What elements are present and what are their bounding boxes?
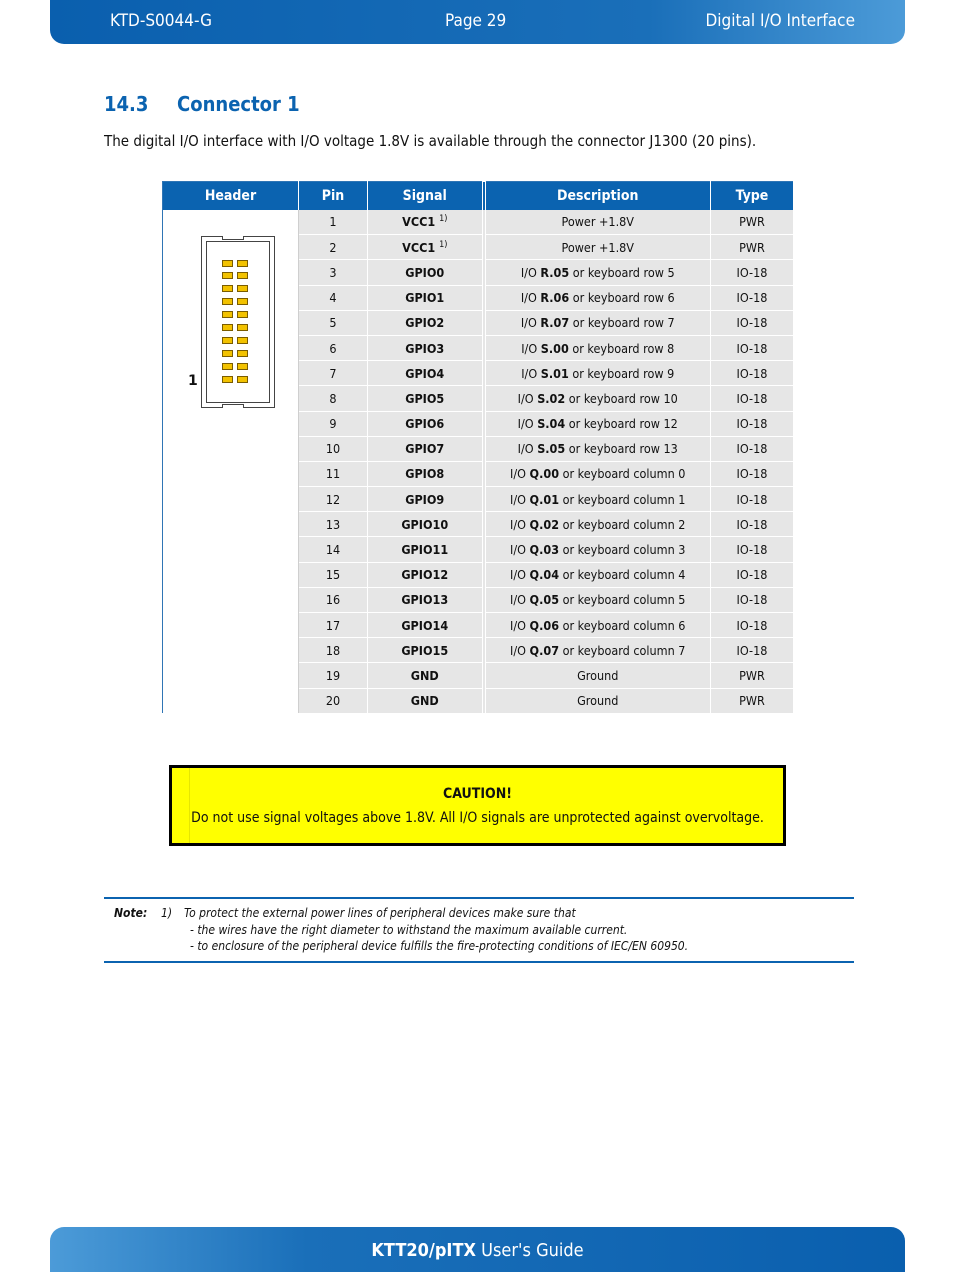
page-header-bar — [50, 0, 905, 44]
description-text: I/O — [521, 365, 541, 381]
description-text: Power +1.8V — [561, 239, 635, 255]
description-column: Description — [484, 182, 711, 210]
connector-pin — [222, 376, 233, 383]
description-suffix: or keyboard row 5 — [569, 264, 675, 280]
pin-number: 8 — [299, 386, 368, 411]
pin-number: 13 — [299, 512, 368, 537]
description-suffix: or keyboard column 0 — [559, 466, 686, 482]
description-suffix: or keyboard row 7 — [569, 315, 675, 331]
note-label: Note: — [114, 906, 148, 920]
connector-pin — [237, 285, 248, 292]
note-line-1: To protect the external power lines of peripheral devices make sure that — [184, 906, 576, 920]
description-text: I/O — [520, 290, 541, 306]
section-number: 14.3 — [104, 92, 149, 116]
connector-notch-top — [222, 236, 244, 240]
signal-type: IO-18 — [711, 562, 794, 587]
signal-type: IO-18 — [711, 411, 794, 436]
signal-type: PWR — [711, 235, 794, 260]
register-name: Q.05 — [529, 592, 560, 608]
description-suffix: or keyboard column 5 — [559, 592, 686, 608]
signal-type: IO-18 — [711, 537, 794, 562]
pin-number: 14 — [299, 537, 368, 562]
signal-cell — [368, 361, 484, 386]
register-name: Q.06 — [529, 617, 560, 633]
description-cell — [484, 260, 711, 285]
note-number: 1) — [161, 906, 173, 920]
signal-type: IO-18 — [711, 260, 794, 285]
connector-pinout-table — [162, 181, 794, 714]
description-text: I/O — [521, 340, 541, 356]
footnote-ref: 1) — [439, 239, 448, 250]
signal-name: GPIO11 — [401, 542, 449, 558]
signal-type: IO-18 — [711, 638, 794, 663]
signal-name: GPIO10 — [401, 516, 449, 532]
signal-type: IO-18 — [711, 361, 794, 386]
pin-number: 4 — [299, 285, 368, 310]
description-cell — [484, 537, 711, 562]
connector-pin — [222, 285, 233, 292]
signal-name: GPIO12 — [401, 567, 449, 583]
signal-cell — [368, 386, 484, 411]
intro-paragraph: The digital I/O interface with I/O voltage 1.8V is available through the connector J1300 (20 pins). — [104, 132, 757, 150]
description-cell — [484, 436, 711, 461]
signal-cell — [368, 537, 484, 562]
caution-divider — [189, 768, 190, 843]
connector-pin — [237, 311, 248, 318]
description-suffix: or keyboard column 4 — [559, 567, 686, 583]
register-name: Q.07 — [529, 642, 560, 658]
signal-name: GPIO5 — [405, 390, 445, 406]
description-text: I/O — [517, 390, 538, 406]
caution-text: Do not use signal voltages above 1.8V. All I/O signals are unprotected against overvoltage. — [191, 810, 764, 826]
description-text: Power +1.8V — [561, 214, 635, 230]
connector-pin — [222, 311, 233, 318]
connector-pin — [222, 298, 233, 305]
signal-type: PWR — [711, 210, 794, 235]
footnote-box — [104, 897, 854, 963]
signal-cell — [368, 210, 484, 235]
connector-pin — [222, 350, 233, 357]
description-text: I/O — [510, 491, 530, 507]
signal-type: IO-18 — [711, 335, 794, 360]
product-name: KTT20/pITX — [371, 1240, 476, 1261]
register-name: Q.02 — [529, 516, 560, 532]
description-text: I/O — [510, 617, 530, 633]
register-name: R.07 — [540, 315, 570, 331]
signal-cell — [368, 260, 484, 285]
connector-pin — [222, 324, 233, 331]
type-column: Type — [711, 182, 794, 210]
pin-number: 6 — [299, 335, 368, 360]
connector-pin — [222, 337, 233, 344]
description-cell — [484, 461, 711, 486]
caution-title: CAUTION! — [442, 786, 513, 802]
signal-cell — [368, 638, 484, 663]
signal-cell — [368, 587, 484, 612]
connector-diagram-cell — [163, 210, 299, 714]
description-cell — [484, 335, 711, 360]
signal-cell — [368, 461, 484, 486]
pin-number: 19 — [299, 663, 368, 688]
description-suffix: or keyboard row 9 — [568, 365, 675, 381]
description-text: I/O — [510, 567, 530, 583]
pin-number: 9 — [299, 411, 368, 436]
note-line-3: - to enclosure of the peripheral device fulfills the fire-protecting conditions of IEC/EN 60950. — [190, 939, 689, 953]
register-name: S.05 — [537, 441, 566, 457]
description-suffix: or keyboard column 2 — [559, 516, 686, 532]
pin-number: 5 — [299, 310, 368, 335]
section-title: Connector 1 — [177, 92, 300, 116]
connector-pin — [222, 363, 233, 370]
signal-name: GPIO3 — [405, 340, 445, 356]
table-row — [163, 210, 794, 235]
signal-name: VCC1 — [402, 239, 436, 255]
description-text: I/O — [510, 642, 530, 658]
description-text: I/O — [520, 315, 541, 331]
signal-name: GND — [410, 667, 439, 683]
pin-one-marker: 1 — [188, 372, 198, 389]
register-name: R.05 — [540, 264, 570, 280]
connector-pin — [222, 260, 233, 267]
description-cell — [484, 638, 711, 663]
signal-type: IO-18 — [711, 285, 794, 310]
register-name: S.04 — [537, 416, 566, 432]
register-name: S.02 — [537, 390, 566, 406]
description-suffix: or keyboard column 1 — [559, 491, 686, 507]
footnote-ref: 1) — [439, 214, 448, 225]
description-cell — [484, 613, 711, 638]
connector-pin — [237, 376, 248, 383]
connector-pin — [237, 337, 248, 344]
register-name: R.06 — [540, 290, 570, 306]
description-suffix: or keyboard row 8 — [568, 340, 675, 356]
description-cell — [484, 235, 711, 260]
pin-number: 16 — [299, 587, 368, 612]
register-name: S.00 — [540, 340, 569, 356]
signal-cell — [368, 562, 484, 587]
signal-name: GPIO13 — [401, 592, 449, 608]
signal-cell — [368, 487, 484, 512]
table-header-row — [163, 182, 794, 210]
signal-name: GPIO1 — [405, 290, 445, 306]
connector-pin — [237, 324, 248, 331]
signal-type: PWR — [711, 688, 794, 713]
connector-diagram — [201, 236, 275, 408]
description-text: I/O — [510, 592, 530, 608]
connector-pin — [222, 272, 233, 279]
register-name: Q.03 — [529, 542, 560, 558]
signal-type: IO-18 — [711, 487, 794, 512]
signal-name: GPIO8 — [405, 466, 445, 482]
description-cell — [484, 663, 711, 688]
description-suffix: or keyboard column 3 — [559, 542, 686, 558]
signal-name: GPIO9 — [405, 491, 445, 507]
description-cell — [484, 210, 711, 235]
signal-name: GPIO7 — [405, 441, 445, 457]
signal-type: IO-18 — [711, 386, 794, 411]
page-number: Page 29 — [445, 11, 507, 31]
page-footer-bar — [50, 1227, 905, 1272]
register-name: Q.00 — [529, 466, 560, 482]
description-text: I/O — [517, 441, 538, 457]
description-suffix: or keyboard row 6 — [569, 290, 675, 306]
signal-cell — [368, 285, 484, 310]
signal-cell — [368, 235, 484, 260]
description-cell — [484, 310, 711, 335]
description-cell — [484, 386, 711, 411]
signal-type: IO-18 — [711, 512, 794, 537]
description-cell — [484, 587, 711, 612]
signal-name: GND — [410, 693, 439, 709]
description-cell — [484, 361, 711, 386]
signal-cell — [368, 310, 484, 335]
connector-pin — [237, 298, 248, 305]
signal-cell — [368, 512, 484, 537]
register-name: Q.04 — [529, 567, 560, 583]
description-suffix: or keyboard row 10 — [565, 390, 678, 406]
signal-name: GPIO15 — [401, 642, 449, 658]
description-cell — [484, 411, 711, 436]
description-cell — [484, 285, 711, 310]
signal-cell — [368, 663, 484, 688]
description-text: I/O — [510, 466, 530, 482]
connector-pin — [237, 350, 248, 357]
chapter-name: Digital I/O Interface — [705, 11, 855, 31]
description-text: I/O — [520, 264, 541, 280]
description-text: I/O — [510, 516, 530, 532]
description-text: Ground — [577, 667, 619, 683]
pin-number: 15 — [299, 562, 368, 587]
description-cell — [484, 688, 711, 713]
signal-type: PWR — [711, 663, 794, 688]
signal-cell — [368, 613, 484, 638]
pin-number: 7 — [299, 361, 368, 386]
signal-name: GPIO2 — [405, 315, 445, 331]
connector-pin — [237, 272, 248, 279]
description-cell — [484, 512, 711, 537]
signal-type: IO-18 — [711, 310, 794, 335]
register-name: S.01 — [540, 365, 569, 381]
description-text: Ground — [577, 693, 619, 709]
signal-name: GPIO4 — [405, 365, 445, 381]
pin-number: 10 — [299, 436, 368, 461]
description-suffix: or keyboard row 13 — [565, 441, 678, 457]
pin-number: 12 — [299, 487, 368, 512]
description-cell — [484, 487, 711, 512]
signal-type: IO-18 — [711, 436, 794, 461]
signal-cell — [368, 411, 484, 436]
pin-number: 20 — [299, 688, 368, 713]
signal-type: IO-18 — [711, 461, 794, 486]
description-suffix: or keyboard row 12 — [565, 416, 678, 432]
signal-name: VCC1 — [402, 214, 436, 230]
connector-pin — [237, 260, 248, 267]
header-column: Header — [163, 182, 299, 210]
pin-column: Pin — [299, 182, 368, 210]
description-cell — [484, 562, 711, 587]
connector-notch-bottom — [222, 404, 244, 408]
caution-box — [169, 765, 786, 846]
pin-number: 2 — [299, 235, 368, 260]
pin-number: 17 — [299, 613, 368, 638]
pin-number: 3 — [299, 260, 368, 285]
pin-number: 1 — [299, 210, 368, 235]
description-suffix: or keyboard column 6 — [559, 617, 686, 633]
note-line-2: - the wires have the right diameter to withstand the maximum available current. — [190, 923, 628, 937]
register-name: Q.01 — [529, 491, 560, 507]
signal-cell — [368, 688, 484, 713]
signal-name: GPIO0 — [405, 264, 445, 280]
pin-number: 11 — [299, 461, 368, 486]
description-text: I/O — [510, 542, 530, 558]
doc-id: KTD-S0044-G — [110, 11, 212, 31]
signal-type: IO-18 — [711, 613, 794, 638]
description-text: I/O — [517, 416, 538, 432]
description-suffix: or keyboard column 7 — [559, 642, 686, 658]
signal-type: IO-18 — [711, 587, 794, 612]
pin-number: 18 — [299, 638, 368, 663]
signal-column: Signal — [368, 182, 484, 210]
signal-cell — [368, 436, 484, 461]
section-heading — [104, 92, 300, 116]
signal-name: GPIO6 — [405, 416, 445, 432]
guide-label: User's Guide — [476, 1240, 584, 1261]
connector-pin — [237, 363, 248, 370]
signal-name: GPIO14 — [401, 617, 449, 633]
signal-cell — [368, 335, 484, 360]
